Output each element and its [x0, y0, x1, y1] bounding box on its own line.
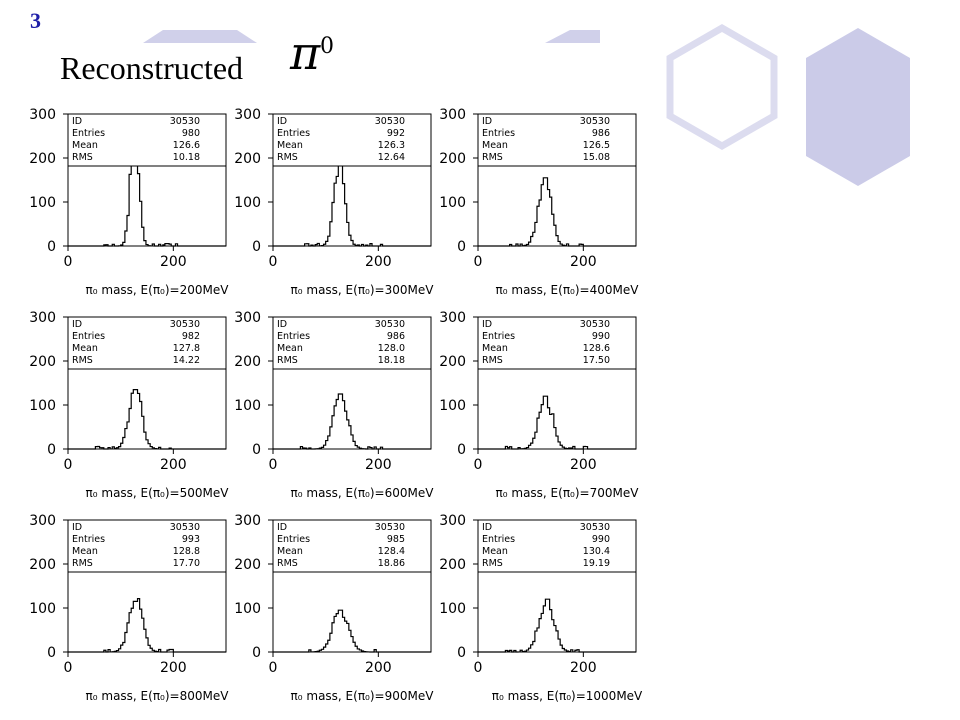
stats-value: 10.18	[172, 152, 200, 163]
stats-value: 126.5	[582, 140, 610, 151]
stats-key: Mean	[72, 546, 98, 557]
decorative-trapezoid-right	[545, 30, 600, 43]
stats-key: Entries	[482, 534, 516, 545]
x-tick-label: 200	[569, 254, 597, 270]
slide-number: 3	[30, 8, 41, 33]
y-tick-label: 100	[234, 601, 261, 617]
y-tick-label: 200	[234, 354, 261, 370]
stats-value: 30530	[579, 116, 610, 127]
stats-key: Mean	[277, 343, 303, 354]
stats-value: 30530	[169, 116, 200, 127]
stats-key: RMS	[277, 152, 298, 163]
x-tick-label: 200	[364, 660, 392, 676]
y-tick-label: 200	[29, 151, 56, 167]
histogram-panel	[430, 504, 643, 710]
histogram-title: π₀ mass, E(π₀)=1000MeV	[491, 689, 643, 703]
x-tick-label: 200	[569, 660, 597, 676]
y-tick-label: 100	[234, 195, 261, 211]
histogram-panel	[430, 98, 639, 304]
stats-key: Mean	[72, 140, 98, 151]
stats-key: Entries	[277, 331, 311, 342]
stats-key: RMS	[72, 558, 93, 569]
stats-key: ID	[482, 522, 493, 533]
stats-key: ID	[277, 319, 288, 330]
y-tick-label: 200	[439, 354, 466, 370]
x-tick-label: 200	[569, 457, 597, 473]
stats-value: 126.3	[377, 140, 405, 151]
y-tick-label: 100	[29, 195, 56, 211]
y-tick-label: 300	[234, 107, 261, 123]
histogram-panel	[20, 301, 229, 507]
x-tick-label: 0	[268, 660, 278, 676]
stats-value: 30530	[169, 522, 200, 533]
y-tick-label: 0	[457, 442, 466, 458]
x-tick-label: 200	[159, 457, 187, 473]
histogram-title: π₀ mass, E(π₀)=300MeV	[290, 283, 434, 297]
histogram-title: π₀ mass, E(π₀)=500MeV	[85, 486, 229, 500]
stats-value: 126.6	[172, 140, 200, 151]
y-tick-label: 0	[457, 239, 466, 255]
y-tick-label: 300	[234, 513, 261, 529]
histogram-panel	[225, 98, 434, 304]
histogram-line	[478, 178, 636, 246]
stats-value: 12.64	[377, 152, 405, 163]
stats-key: Mean	[482, 140, 508, 151]
stats-value: 128.8	[172, 546, 200, 557]
y-tick-label: 200	[234, 151, 261, 167]
histogram-title: π₀ mass, E(π₀)=900MeV	[290, 689, 434, 703]
y-tick-label: 0	[252, 239, 261, 255]
stats-value: 14.22	[172, 355, 200, 366]
stats-key: Entries	[482, 128, 516, 139]
y-tick-label: 0	[457, 645, 466, 661]
y-tick-label: 100	[439, 601, 466, 617]
stats-key: Mean	[72, 343, 98, 354]
histogram-svg	[430, 301, 639, 507]
stats-value: 30530	[374, 319, 405, 330]
stats-value: 30530	[169, 319, 200, 330]
histogram-panel	[430, 301, 639, 507]
y-tick-label: 100	[439, 398, 466, 414]
stats-value: 985	[386, 534, 405, 545]
y-tick-label: 300	[29, 513, 56, 529]
histogram-svg	[430, 98, 639, 304]
histogram-line	[478, 396, 636, 449]
x-tick-label: 0	[63, 457, 73, 473]
y-tick-label: 0	[252, 442, 261, 458]
y-tick-label: 200	[234, 557, 261, 573]
y-tick-label: 300	[439, 107, 466, 123]
slide-title: Reconstructed	[60, 50, 244, 86]
stats-key: Entries	[72, 331, 106, 342]
y-tick-label: 100	[234, 398, 261, 414]
stats-key: Mean	[277, 546, 303, 557]
stats-key: Mean	[277, 140, 303, 151]
stats-value: 30530	[374, 522, 405, 533]
decorative-hexagon-outline	[670, 28, 774, 146]
stats-key: RMS	[482, 355, 503, 366]
stats-key: Entries	[72, 534, 106, 545]
histogram-line	[273, 162, 431, 246]
x-tick-label: 0	[268, 457, 278, 473]
stats-value: 986	[386, 331, 405, 342]
y-tick-label: 0	[47, 442, 56, 458]
stats-key: Entries	[277, 534, 311, 545]
stats-value: 30530	[374, 116, 405, 127]
x-tick-label: 0	[473, 660, 483, 676]
x-tick-label: 200	[364, 254, 392, 270]
histogram-panel	[225, 504, 434, 710]
stats-value: 128.6	[582, 343, 610, 354]
y-tick-label: 300	[234, 310, 261, 326]
histogram-panel	[20, 504, 229, 710]
x-tick-label: 0	[268, 254, 278, 270]
stats-value: 128.0	[377, 343, 405, 354]
histogram-line	[273, 610, 431, 652]
y-tick-label: 100	[29, 398, 56, 414]
y-tick-label: 300	[29, 107, 56, 123]
histogram-grid	[20, 98, 643, 716]
x-tick-label: 0	[63, 660, 73, 676]
stats-key: RMS	[277, 558, 298, 569]
stats-value: 130.4	[582, 546, 610, 557]
y-tick-label: 200	[29, 557, 56, 573]
stats-key: ID	[72, 522, 83, 533]
y-tick-label: 200	[439, 151, 466, 167]
histogram-title: π₀ mass, E(π₀)=800MeV	[85, 689, 229, 703]
stats-key: ID	[482, 116, 493, 127]
stats-key: RMS	[277, 355, 298, 366]
stats-key: ID	[277, 522, 288, 533]
histogram-title: π₀ mass, E(π₀)=400MeV	[495, 283, 639, 297]
stats-value: 19.19	[582, 558, 610, 569]
stats-value: 30530	[579, 319, 610, 330]
histogram-svg	[225, 504, 434, 710]
stats-value: 986	[591, 128, 610, 139]
histogram-panel	[20, 98, 229, 304]
y-tick-label: 0	[47, 645, 56, 661]
stats-value: 17.70	[172, 558, 200, 569]
x-tick-label: 200	[364, 457, 392, 473]
x-tick-label: 200	[159, 660, 187, 676]
histogram-line	[273, 394, 431, 449]
x-tick-label: 0	[473, 457, 483, 473]
stats-key: Mean	[482, 546, 508, 557]
stats-value: 980	[181, 128, 200, 139]
stats-value: 990	[591, 534, 610, 545]
y-tick-label: 0	[47, 239, 56, 255]
y-tick-label: 200	[29, 354, 56, 370]
stats-value: 17.50	[582, 355, 610, 366]
stats-value: 15.08	[582, 152, 610, 163]
stats-value: 982	[181, 331, 200, 342]
histogram-svg	[20, 504, 229, 710]
histogram-panel	[225, 301, 434, 507]
stats-value: 18.86	[377, 558, 405, 569]
stats-key: Entries	[482, 331, 516, 342]
y-tick-label: 200	[439, 557, 466, 573]
stats-key: Entries	[277, 128, 311, 139]
x-tick-label: 0	[63, 254, 73, 270]
y-tick-label: 100	[29, 601, 56, 617]
y-tick-label: 300	[439, 513, 466, 529]
y-tick-label: 300	[439, 310, 466, 326]
histogram-title: π₀ mass, E(π₀)=700MeV	[495, 486, 639, 500]
stats-key: Entries	[72, 128, 106, 139]
stats-key: RMS	[482, 558, 503, 569]
stats-key: RMS	[482, 152, 503, 163]
histogram-svg	[225, 301, 434, 507]
histogram-line	[68, 390, 226, 449]
stats-value: 18.18	[377, 355, 405, 366]
pi-symbol: π	[290, 26, 321, 80]
decorative-trapezoid-left	[143, 30, 257, 43]
stats-key: RMS	[72, 355, 93, 366]
y-tick-label: 0	[252, 645, 261, 661]
decorative-hexagon-filled	[806, 28, 910, 186]
stats-value: 128.4	[377, 546, 405, 557]
y-tick-label: 300	[29, 310, 56, 326]
stats-value: 30530	[579, 522, 610, 533]
x-tick-label: 0	[473, 254, 483, 270]
stats-value: 990	[591, 331, 610, 342]
stats-value: 127.8	[172, 343, 200, 354]
histogram-title: π₀ mass, E(π₀)=600MeV	[290, 486, 434, 500]
histogram-svg	[430, 504, 643, 710]
y-tick-label: 100	[439, 195, 466, 211]
histogram-line	[68, 599, 226, 652]
stats-key: ID	[72, 116, 83, 127]
stats-value: 993	[181, 534, 200, 545]
stats-key: ID	[277, 116, 288, 127]
histogram-line	[478, 599, 636, 652]
pi-superscript: 0	[320, 34, 334, 59]
histogram-title: π₀ mass, E(π₀)=200MeV	[85, 283, 229, 297]
stats-key: RMS	[72, 152, 93, 163]
stats-value: 992	[386, 128, 405, 139]
histogram-svg	[225, 98, 434, 304]
stats-key: ID	[72, 319, 83, 330]
histogram-svg	[20, 98, 229, 304]
x-tick-label: 200	[159, 254, 187, 270]
stats-key: ID	[482, 319, 493, 330]
stats-key: Mean	[482, 343, 508, 354]
histogram-svg	[20, 301, 229, 507]
